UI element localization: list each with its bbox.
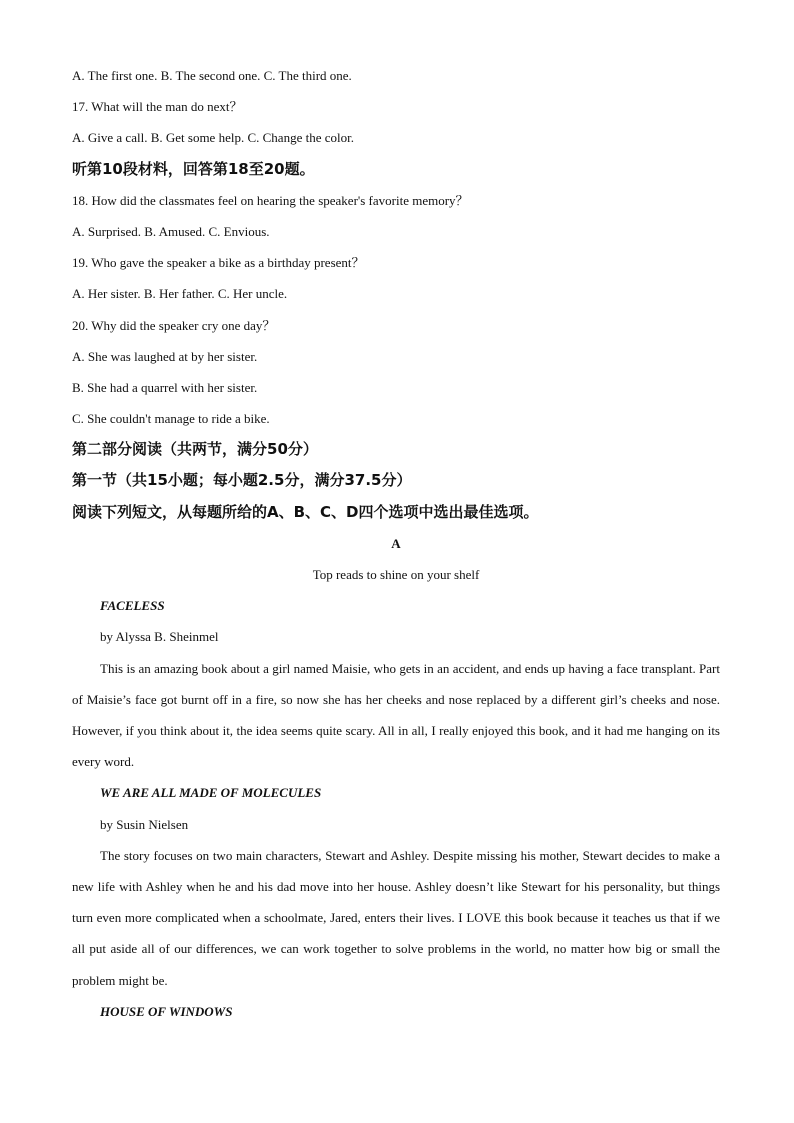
q20-option-c: C. She couldn't manage to ride a bike. [72,411,270,427]
book-title-faceless: FACELESS [100,598,165,614]
document-page [72,60,720,1027]
q17-question: 17. What will the man do next？ [72,99,243,115]
book-author-faceless: by Alyssa B. Sheinmel [100,629,219,645]
part2-heading: 第二部分阅读（共两节，满分50分） [72,440,318,459]
q18-question: 18. How did the classmates feel on hearing the speaker's favorite memory？ [72,192,469,208]
q17-options: A. Give a call. B. Get some help. C. Change the color. [72,130,354,146]
q20-option-a: A. She was laughed at by her sister. [72,348,258,364]
book-author-molecules: by Susin Nielsen [100,816,189,832]
book-review-faceless: This is an amazing book about a girl named Maisie, who gets in an accident, and ends up having a face transplant. Part of Maisie’s face got burnt off in a fire, so now she has her cheeks and nose replaced by a different girl’s cheeks and nose. However, if you think about it, the idea seems quite scary. All in all, I really enjoyed this book, and it had me hanging on its every word. [72,660,720,770]
section10-heading: 听第10段材料，回答第18至20题。 [72,159,315,178]
q20-option-b: B. She had a quarrel with her sister. [72,379,258,395]
q18-options: A. Surprised. B. Amused. C. Envious. [72,223,270,239]
book-title-house-of-windows: HOUSE OF WINDOWS [100,1003,233,1019]
book-title-molecules: WE ARE ALL MADE OF MOLECULES [100,785,322,801]
section1-heading: 第一节（共15小题；每小题2.5分，满分37.5分） [72,471,412,490]
reading-instruction: 阅读下列短文，从每题所给的A、B、C、D四个选项中选出最佳选项。 [72,502,539,521]
passage-letter: A [391,535,401,551]
q16-options: A. The first one. B. The second one. C. The third one. [72,68,352,83]
book-review-molecules: The story focuses on two main characters, Stewart and Ashley. Despite missing his mother, Stewart decides to make a new life with Ashley when he and his dad move into her house. Ashley doesn’t like Stewart for his personality, but things turn even more complicated when a schoolmate, Jared, enters their lives. I LOVE this book because it teaches us that if we all put aside all of our differences, we can work together to solve problems in the world, no matter how big or small the problem might be. [72,847,720,988]
q19-options: A. Her sister. B. Her father. C. Her uncle. [72,286,288,302]
q20-question: 20. Why did the speaker cry one day？ [72,317,276,333]
passage-title: Top reads to shine on your shelf [312,567,480,582]
q19-question: 19. Who gave the speaker a bike as a birthday present？ [72,255,365,271]
